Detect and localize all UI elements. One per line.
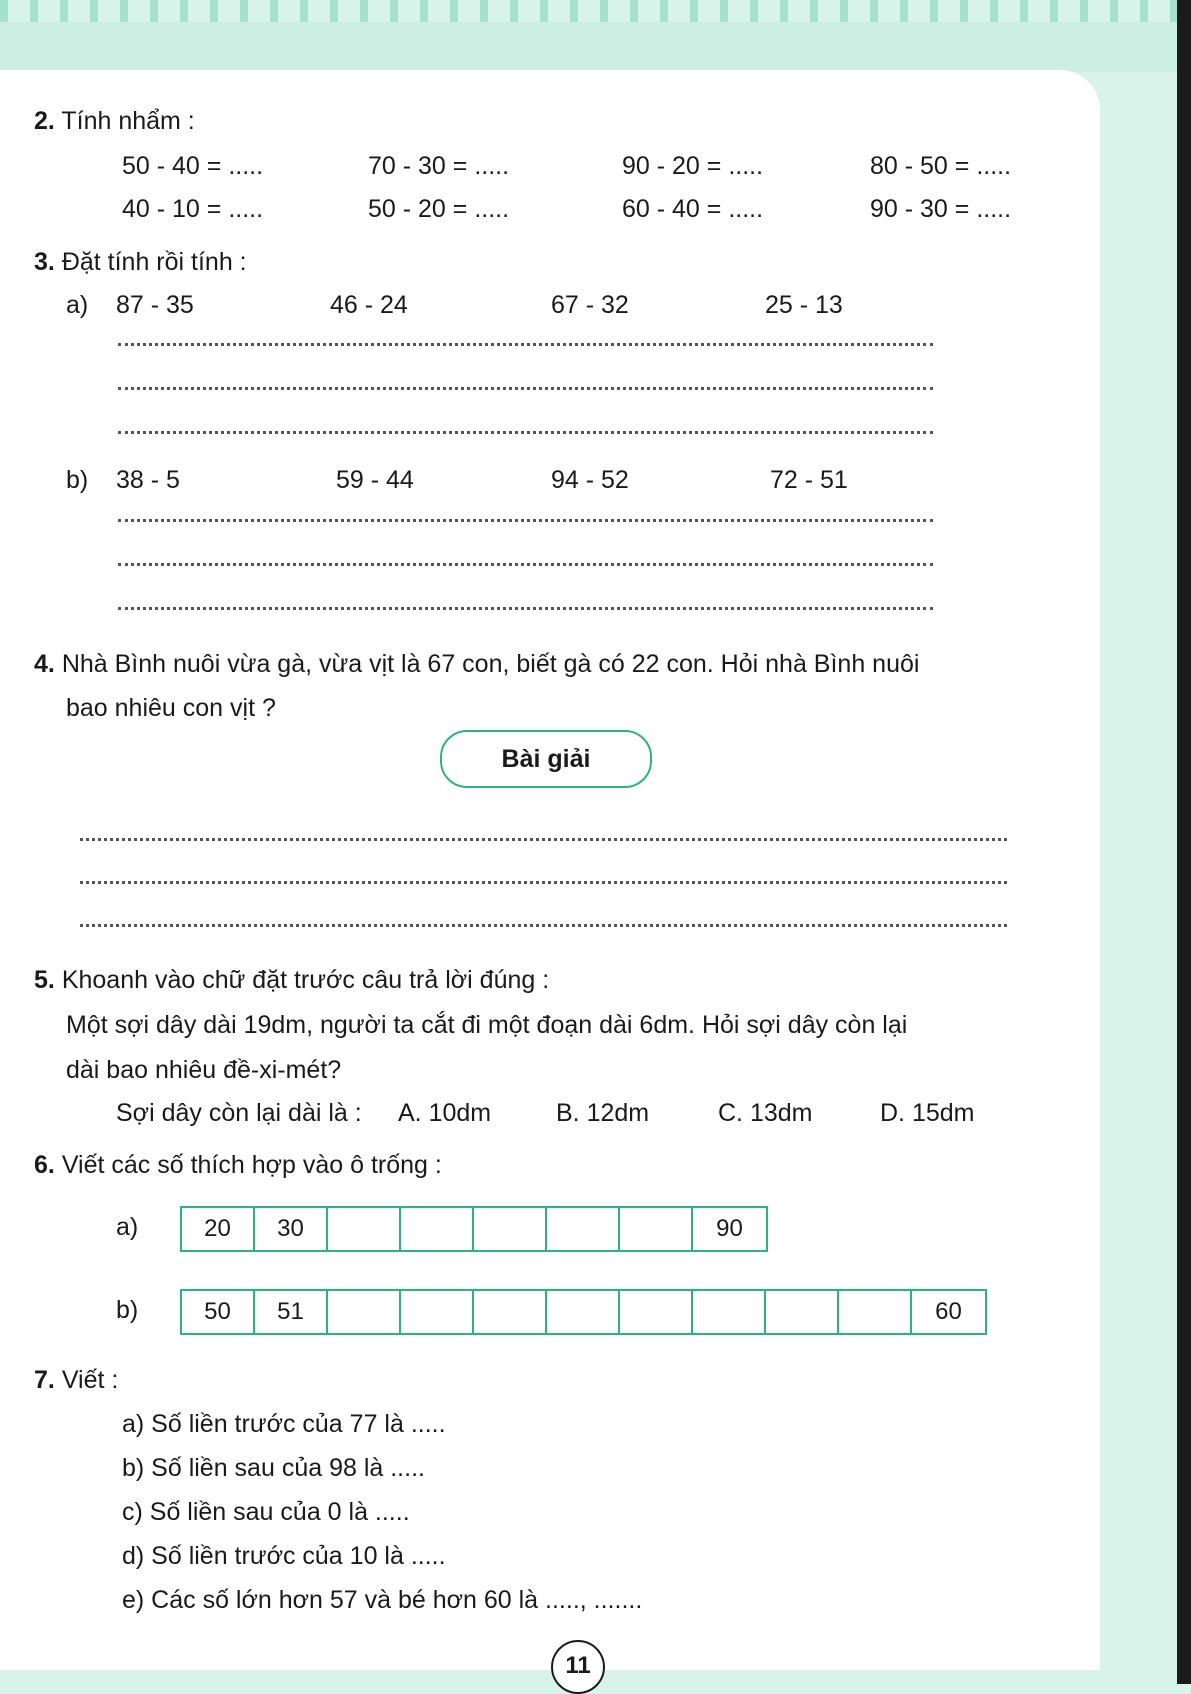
sequence-cell: 51 (255, 1291, 328, 1333)
problem-text: dài bao nhiêu đề-xi-mét? (66, 1056, 342, 1084)
sequence-cell-blank[interactable] (401, 1208, 474, 1250)
sequence-cell-blank[interactable] (474, 1291, 547, 1333)
fill-in-item[interactable]: e) Các số lớn hơn 57 và bé hơn 60 là ....., ....... (122, 1586, 643, 1614)
fill-in-item[interactable]: d) Số liền trước của 10 là ..... (122, 1542, 446, 1570)
choice-option-c[interactable]: C. 13dm (718, 1099, 813, 1127)
section-7-heading: 7. Viết : (34, 1366, 119, 1394)
subtraction-item: 72 - 51 (770, 466, 848, 494)
part-b-label: b) (66, 466, 89, 494)
sequence-cell-blank[interactable] (620, 1208, 693, 1250)
problem-text: bao nhiêu con vịt ? (66, 694, 276, 722)
sequence-cell: 30 (255, 1208, 328, 1250)
answer-line[interactable] (118, 607, 933, 610)
sequence-cell-blank[interactable] (839, 1291, 912, 1333)
subtraction-item: 46 - 24 (330, 291, 408, 319)
top-band (0, 22, 1191, 72)
sequence-cell-blank[interactable] (474, 1208, 547, 1250)
answer-line[interactable] (80, 881, 1007, 884)
solution-label: Bài giải (440, 730, 652, 788)
number-sequence-b (180, 1289, 987, 1335)
section-3-heading: 3. Đặt tính rồi tính : (34, 248, 247, 276)
sequence-cell: 90 (716, 1215, 743, 1242)
calc-item: 50 - 40 = ..... (122, 152, 264, 180)
subtraction-item: 59 - 44 (336, 466, 414, 494)
sequence-cell-blank[interactable] (547, 1208, 620, 1250)
subtraction-item: 25 - 13 (765, 291, 843, 319)
number-sequence-a (180, 1206, 768, 1252)
decorative-dash-strip (0, 0, 1191, 22)
choice-option-a[interactable]: A. 10dm (398, 1099, 492, 1127)
sequence-cell-blank[interactable] (401, 1291, 474, 1333)
section-2-heading: 2. Tính nhẩm : (34, 107, 195, 135)
answer-line[interactable] (118, 343, 933, 346)
calc-item: 40 - 10 = ..... (122, 195, 264, 223)
fill-in-item[interactable]: c) Số liền sau của 0 là ..... (122, 1498, 410, 1526)
calc-item: 50 - 20 = ..... (368, 195, 510, 223)
section-4-heading: 4. Nhà Bình nuôi vừa gà, vừa vịt là 67 con, biết gà có 22 con. Hỏi nhà Bình nuôi (34, 650, 920, 678)
section-5-heading: 5. Khoanh vào chữ đặt trước câu trả lời đúng : (34, 966, 550, 994)
calc-item: 80 - 50 = ..... (870, 152, 1012, 180)
part-a-label: a) (116, 1213, 139, 1241)
answer-line[interactable] (118, 563, 933, 566)
section-6-heading: 6. Viết các số thích hợp vào ô trống : (34, 1151, 442, 1179)
subtraction-item: 94 - 52 (551, 466, 629, 494)
sequence-cell: 20 (182, 1208, 255, 1250)
calc-item: 60 - 40 = ..... (622, 195, 764, 223)
problem-text: Một sợi dây dài 19dm, người ta cắt đi một đoạn dài 6dm. Hỏi sợi dây còn lại (66, 1011, 908, 1039)
calc-item: 90 - 30 = ..... (870, 195, 1012, 223)
calc-item: 90 - 20 = ..... (622, 152, 764, 180)
sequence-cell-blank[interactable] (693, 1291, 766, 1333)
sequence-cell: 60 (935, 1298, 962, 1325)
answer-prompt: Sợi dây còn lại dài là : (116, 1099, 362, 1127)
fill-in-item[interactable]: b) Số liền sau của 98 là ..... (122, 1454, 425, 1482)
sequence-cell-blank[interactable] (328, 1208, 401, 1250)
fill-in-item[interactable]: a) Số liền trước của 77 là ..... (122, 1410, 446, 1438)
sequence-cell-blank[interactable] (620, 1291, 693, 1333)
page-number: 11 (551, 1640, 605, 1694)
part-b-label: b) (116, 1296, 139, 1324)
answer-line[interactable] (80, 838, 1007, 841)
page-edge (1177, 0, 1191, 1684)
sequence-cell-blank[interactable] (328, 1291, 401, 1333)
choice-option-d[interactable]: D. 15dm (880, 1099, 975, 1127)
part-a-label: a) (66, 291, 89, 319)
sequence-cell: 50 (182, 1291, 255, 1333)
calc-item: 70 - 30 = ..... (368, 152, 510, 180)
answer-line[interactable] (118, 431, 933, 434)
subtraction-item: 38 - 5 (116, 466, 180, 494)
sequence-cell-blank[interactable] (547, 1291, 620, 1333)
subtraction-item: 67 - 32 (551, 291, 629, 319)
answer-line[interactable] (118, 519, 933, 522)
sequence-cell-blank[interactable] (766, 1291, 839, 1333)
subtraction-item: 87 - 35 (116, 291, 194, 319)
choice-option-b[interactable]: B. 12dm (556, 1099, 650, 1127)
answer-line[interactable] (118, 387, 933, 390)
answer-line[interactable] (80, 924, 1007, 927)
